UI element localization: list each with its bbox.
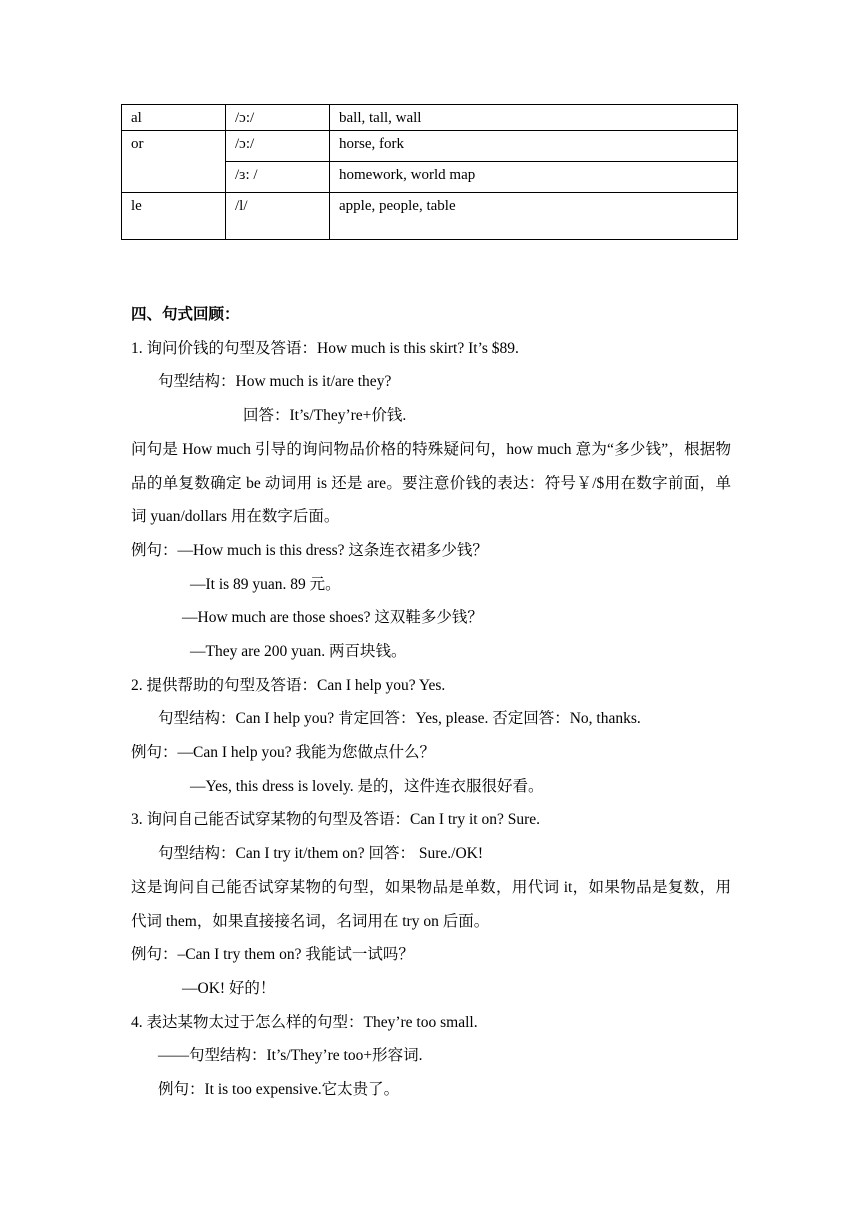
item-1-example-q2: —How much are those shoes? 这双鞋多少钱？ — [182, 609, 483, 626]
item-4-title: 4. 表达某物太过于怎么样的句型：They’re too small. — [131, 1014, 478, 1031]
item-2-example-a: —Yes, this dress is lovely. 是的，这件连衣服很好看。 — [190, 778, 544, 795]
sound-cell: /ɔ:/ — [226, 105, 330, 131]
item-1-title: 1. 询问价钱的句型及答语：How much is this skirt? It’s $89. — [131, 340, 519, 357]
item-3-title: 3. 询问自己能否试穿某物的句型及答语：Can I try it on? Sure. — [131, 811, 541, 828]
letters-cell: al — [122, 105, 226, 131]
item-3-example-a: —OK! 好的！ — [182, 980, 276, 997]
item-1-example-q1: 例句：—How much is this dress? 这条连衣裙多少钱？ — [131, 542, 488, 559]
item-1-example-a1: —It is 89 yuan. 89 元。 — [190, 576, 341, 593]
item-1-explanation: 问句是 How much 引导的询问物品价格的特殊疑问句，how much 意为“多少钱”，根据物品的单复数确定 be 动词用 is 还是 are。要注意价钱的表达：符号￥/$用在数字前面，单词 yuan/dollars 用在数字后面。 — [131, 441, 731, 525]
table-row — [122, 105, 738, 131]
item-4-structure: ——句型结构：It’s/They’re too+形容词. — [158, 1047, 423, 1064]
item-1-structure: 句型结构：How much is it/are they? — [158, 373, 392, 390]
section-heading: 四、句式回顾： — [131, 306, 240, 323]
sound-cell: /ɔ:/ — [226, 131, 330, 162]
item-2-example-q: 例句：—Can I help you? 我能为您做点什么？ — [131, 744, 435, 761]
item-1-answer: 回答：It’s/They’re+价钱. — [243, 407, 407, 424]
sound-cell: /ɜ: / — [226, 162, 330, 193]
words-cell: apple, people, table — [330, 193, 738, 240]
item-2-title: 2. 提供帮助的句型及答语：Can I help you? Yes. — [131, 677, 446, 694]
words-cell: horse, fork — [330, 131, 738, 162]
item-4-example: 例句：It is too expensive.它太贵了。 — [158, 1081, 400, 1098]
letters-cell: le — [122, 193, 226, 240]
letters-cell: or — [122, 131, 226, 193]
phonics-table — [121, 104, 738, 240]
item-1-example-a2: —They are 200 yuan. 两百块钱。 — [190, 643, 407, 660]
item-2-structure: 句型结构：Can I help you? 肯定回答：Yes, please. 否定回答：No, thanks. — [158, 710, 641, 727]
item-3-explanation: 这是询问自己能否试穿某物的句型，如果物品是单数，用代词 it，如果物品是复数，用代词 them，如果直接接名词，名词用在 try on 后面。 — [131, 879, 731, 930]
words-cell: ball, tall, wall — [330, 105, 738, 131]
words-cell: homework, world map — [330, 162, 738, 193]
item-3-structure: 句型结构：Can I try it/them on? 回答： Sure./OK! — [158, 845, 484, 862]
item-3-example-q: 例句：–Can I try them on? 我能试一试吗？ — [131, 946, 414, 963]
table-row — [122, 131, 738, 162]
sound-cell: /l/ — [226, 193, 330, 240]
table-row — [122, 193, 738, 240]
